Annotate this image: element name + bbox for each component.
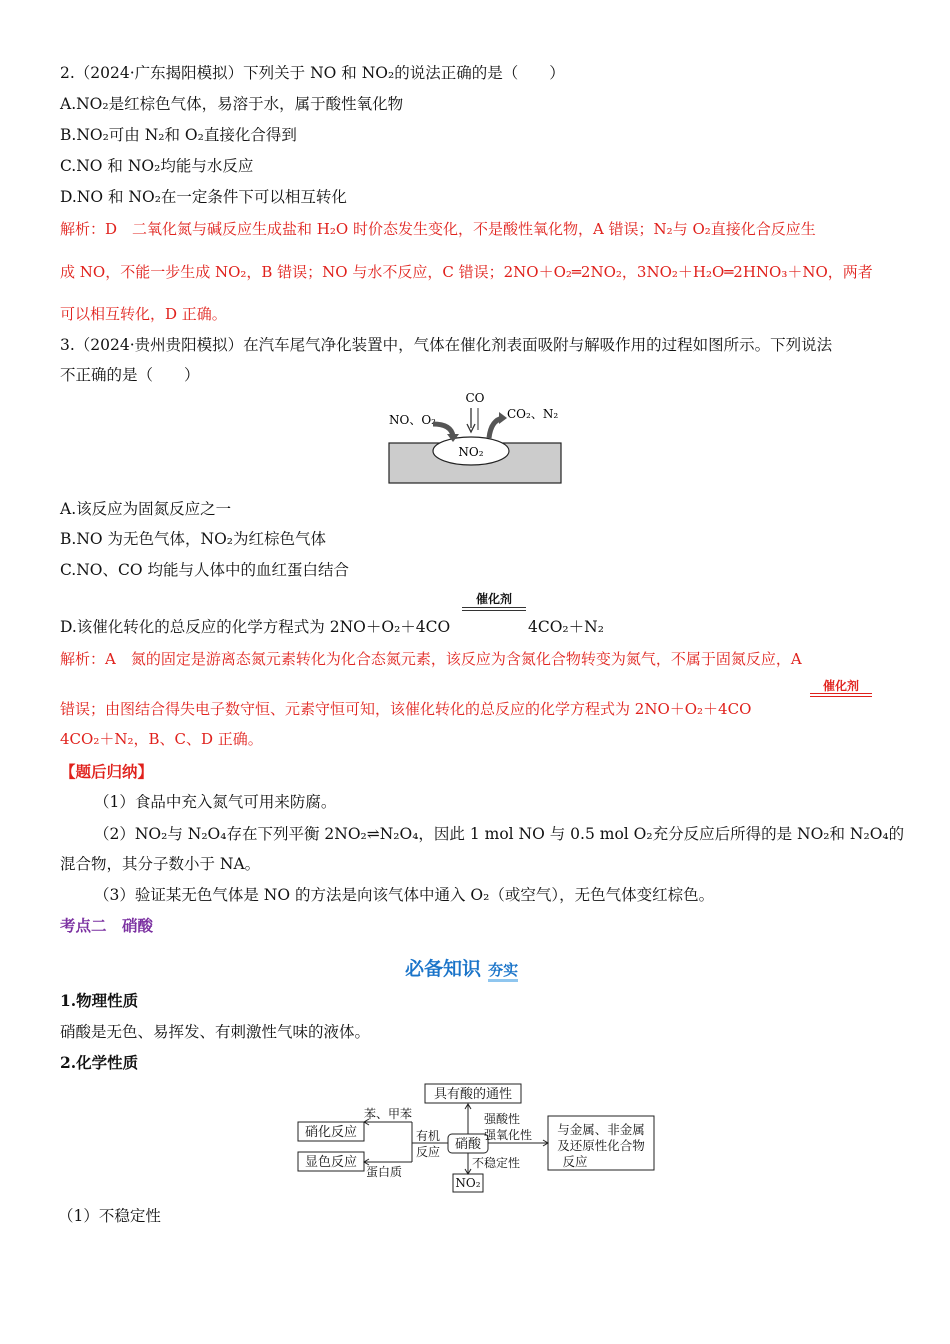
- summary-point-1: （1）食品中充入氮气可用来防腐。: [94, 793, 337, 811]
- q3-option-a: A.该反应为固氮反应之一: [60, 500, 232, 518]
- q2-option-c: C.NO 和 NO₂均能与水反应: [60, 157, 254, 175]
- nitric-acid-chart: [294, 1082, 660, 1194]
- chart-center-box: 硝酸: [454, 1137, 482, 1152]
- chart-top-box: 具有酸的通性: [433, 1087, 513, 1102]
- summary-point-3: （3）验证某无色气体是 NO 的方法是向该气体中通入 O₂（或空气），无色气体变红棕色。: [94, 886, 715, 904]
- q3-option-d-catalyst: 催化剂: [475, 592, 512, 606]
- chart-oxidizing-label: 强氧化性: [484, 1128, 533, 1142]
- unstable-title: （1）不稳定性: [58, 1207, 161, 1225]
- physical-text: 硝酸是无色、易挥发、有刺激性气味的液体。: [60, 1023, 371, 1041]
- catalyst-diagram: [385, 388, 565, 486]
- q3-stem-line2: 不正确的是（ ）: [60, 366, 200, 384]
- summary-title: 【题后归纳】: [60, 762, 154, 781]
- chart-protein-label: 蛋白质: [366, 1165, 403, 1179]
- chemical-title: 2.化学性质: [60, 1053, 139, 1072]
- chart-right-line3: 反应: [562, 1154, 588, 1169]
- q2-option-a: A.NO₂是红棕色气体，易溶于水，属于酸性氧化物: [60, 95, 404, 113]
- banner-main: 必备知识: [405, 958, 482, 980]
- q3-option-b: B.NO 为无色气体，NO₂为红棕色气体: [60, 530, 326, 548]
- q3-answer-catalyst: 催化剂: [822, 679, 859, 693]
- q2-answer-line3: 可以相互转化，D 正确。: [60, 305, 227, 323]
- chart-reaction-label: 反应: [416, 1145, 441, 1159]
- section-heading: 考点二 硝酸: [60, 916, 154, 935]
- q3-option-c: C.NO、CO 均能与人体中的血红蛋白结合: [60, 561, 349, 579]
- chart-color-reaction-box: 显色反应: [304, 1155, 358, 1170]
- no-o2-label: NO、O₂: [389, 413, 436, 427]
- co-down-arrow: [467, 408, 475, 432]
- chart-organic-label: 有机: [416, 1129, 441, 1143]
- q3-answer-catalyst-bar: [810, 693, 872, 697]
- q3-answer-line1: 解析：A 氮的固定是游离态氮元素转化为化合态氮元素，该反应为含氮化合物转变为氮气，不属于固氮反应，A: [60, 650, 802, 668]
- q2-option-d: D.NO 和 NO₂在一定条件下可以相互转化: [60, 188, 347, 206]
- co-label: CO: [465, 391, 485, 405]
- chart-acid-label: 强酸性: [484, 1112, 521, 1126]
- q2-stem: 2.（2024·广东揭阳模拟）下列关于 NO 和 NO₂的说法正确的是（ ）: [60, 64, 565, 82]
- q3-option-d-catalyst-bar: [462, 607, 526, 611]
- q3-stem-line1: 3.（2024·贵州贵阳模拟）在汽车尾气净化装置中，气体在催化剂表面吸附与解吸作用的过程如图所示。下列说法: [60, 336, 833, 354]
- banner-sub: 夯实: [488, 961, 518, 982]
- summary-point-2a: （2）NO₂与 N₂O₄存在下列平衡 2NO₂⇌N₂O₄，因此 1 mol NO 与 0.5 mol O₂充分反应后所得的是 NO₂和 N₂O₄的: [94, 825, 905, 843]
- chart-benzene-label: 苯、甲苯: [364, 1107, 413, 1121]
- knowledge-banner: [405, 954, 518, 980]
- q2-option-b: B.NO₂可由 N₂和 O₂直接化合得到: [60, 126, 297, 144]
- q3-answer-line2: 错误；由图结合得失电子数守恒、元素守恒可知，该催化转化的总反应的化学方程式为 2NO＋O₂＋4CO: [60, 700, 752, 718]
- chart-no2-box: NO₂: [455, 1176, 481, 1190]
- q3-answer-line3: 4CO₂＋N₂，B、C、D 正确。: [60, 730, 263, 748]
- chart-right-line1: 与金属、非金属: [557, 1122, 645, 1137]
- q2-answer-line2: 成 NO，不能一步生成 NO₂，B 错误；NO 与水不反应，C 错误；2NO＋O₂═2NO₂，3NO₂＋H₂O═2HNO₃＋NO，两者: [60, 263, 873, 281]
- q3-option-d-right: 4CO₂＋N₂: [528, 618, 604, 636]
- q3-option-d-left: D.该催化转化的总反应的化学方程式为 2NO＋O₂＋4CO: [60, 618, 451, 636]
- physical-title: 1.物理性质: [60, 991, 139, 1010]
- chart-right-line2: 及还原性化合物: [557, 1138, 645, 1153]
- chart-nitration-box: 硝化反应: [304, 1125, 358, 1140]
- q2-answer-line1: 解析：D 二氧化氮与碱反应生成盐和 H₂O 时价态发生变化，不是酸性氧化物，A 错误；N₂与 O₂直接化合反应生: [60, 220, 816, 238]
- no2-label: NO₂: [458, 445, 484, 459]
- summary-point-2b: 混合物，其分子数小于 NA。: [60, 855, 261, 873]
- chart-unstable-label: 不稳定性: [472, 1156, 521, 1170]
- co2-n2-label: CO₂、N₂: [507, 407, 559, 421]
